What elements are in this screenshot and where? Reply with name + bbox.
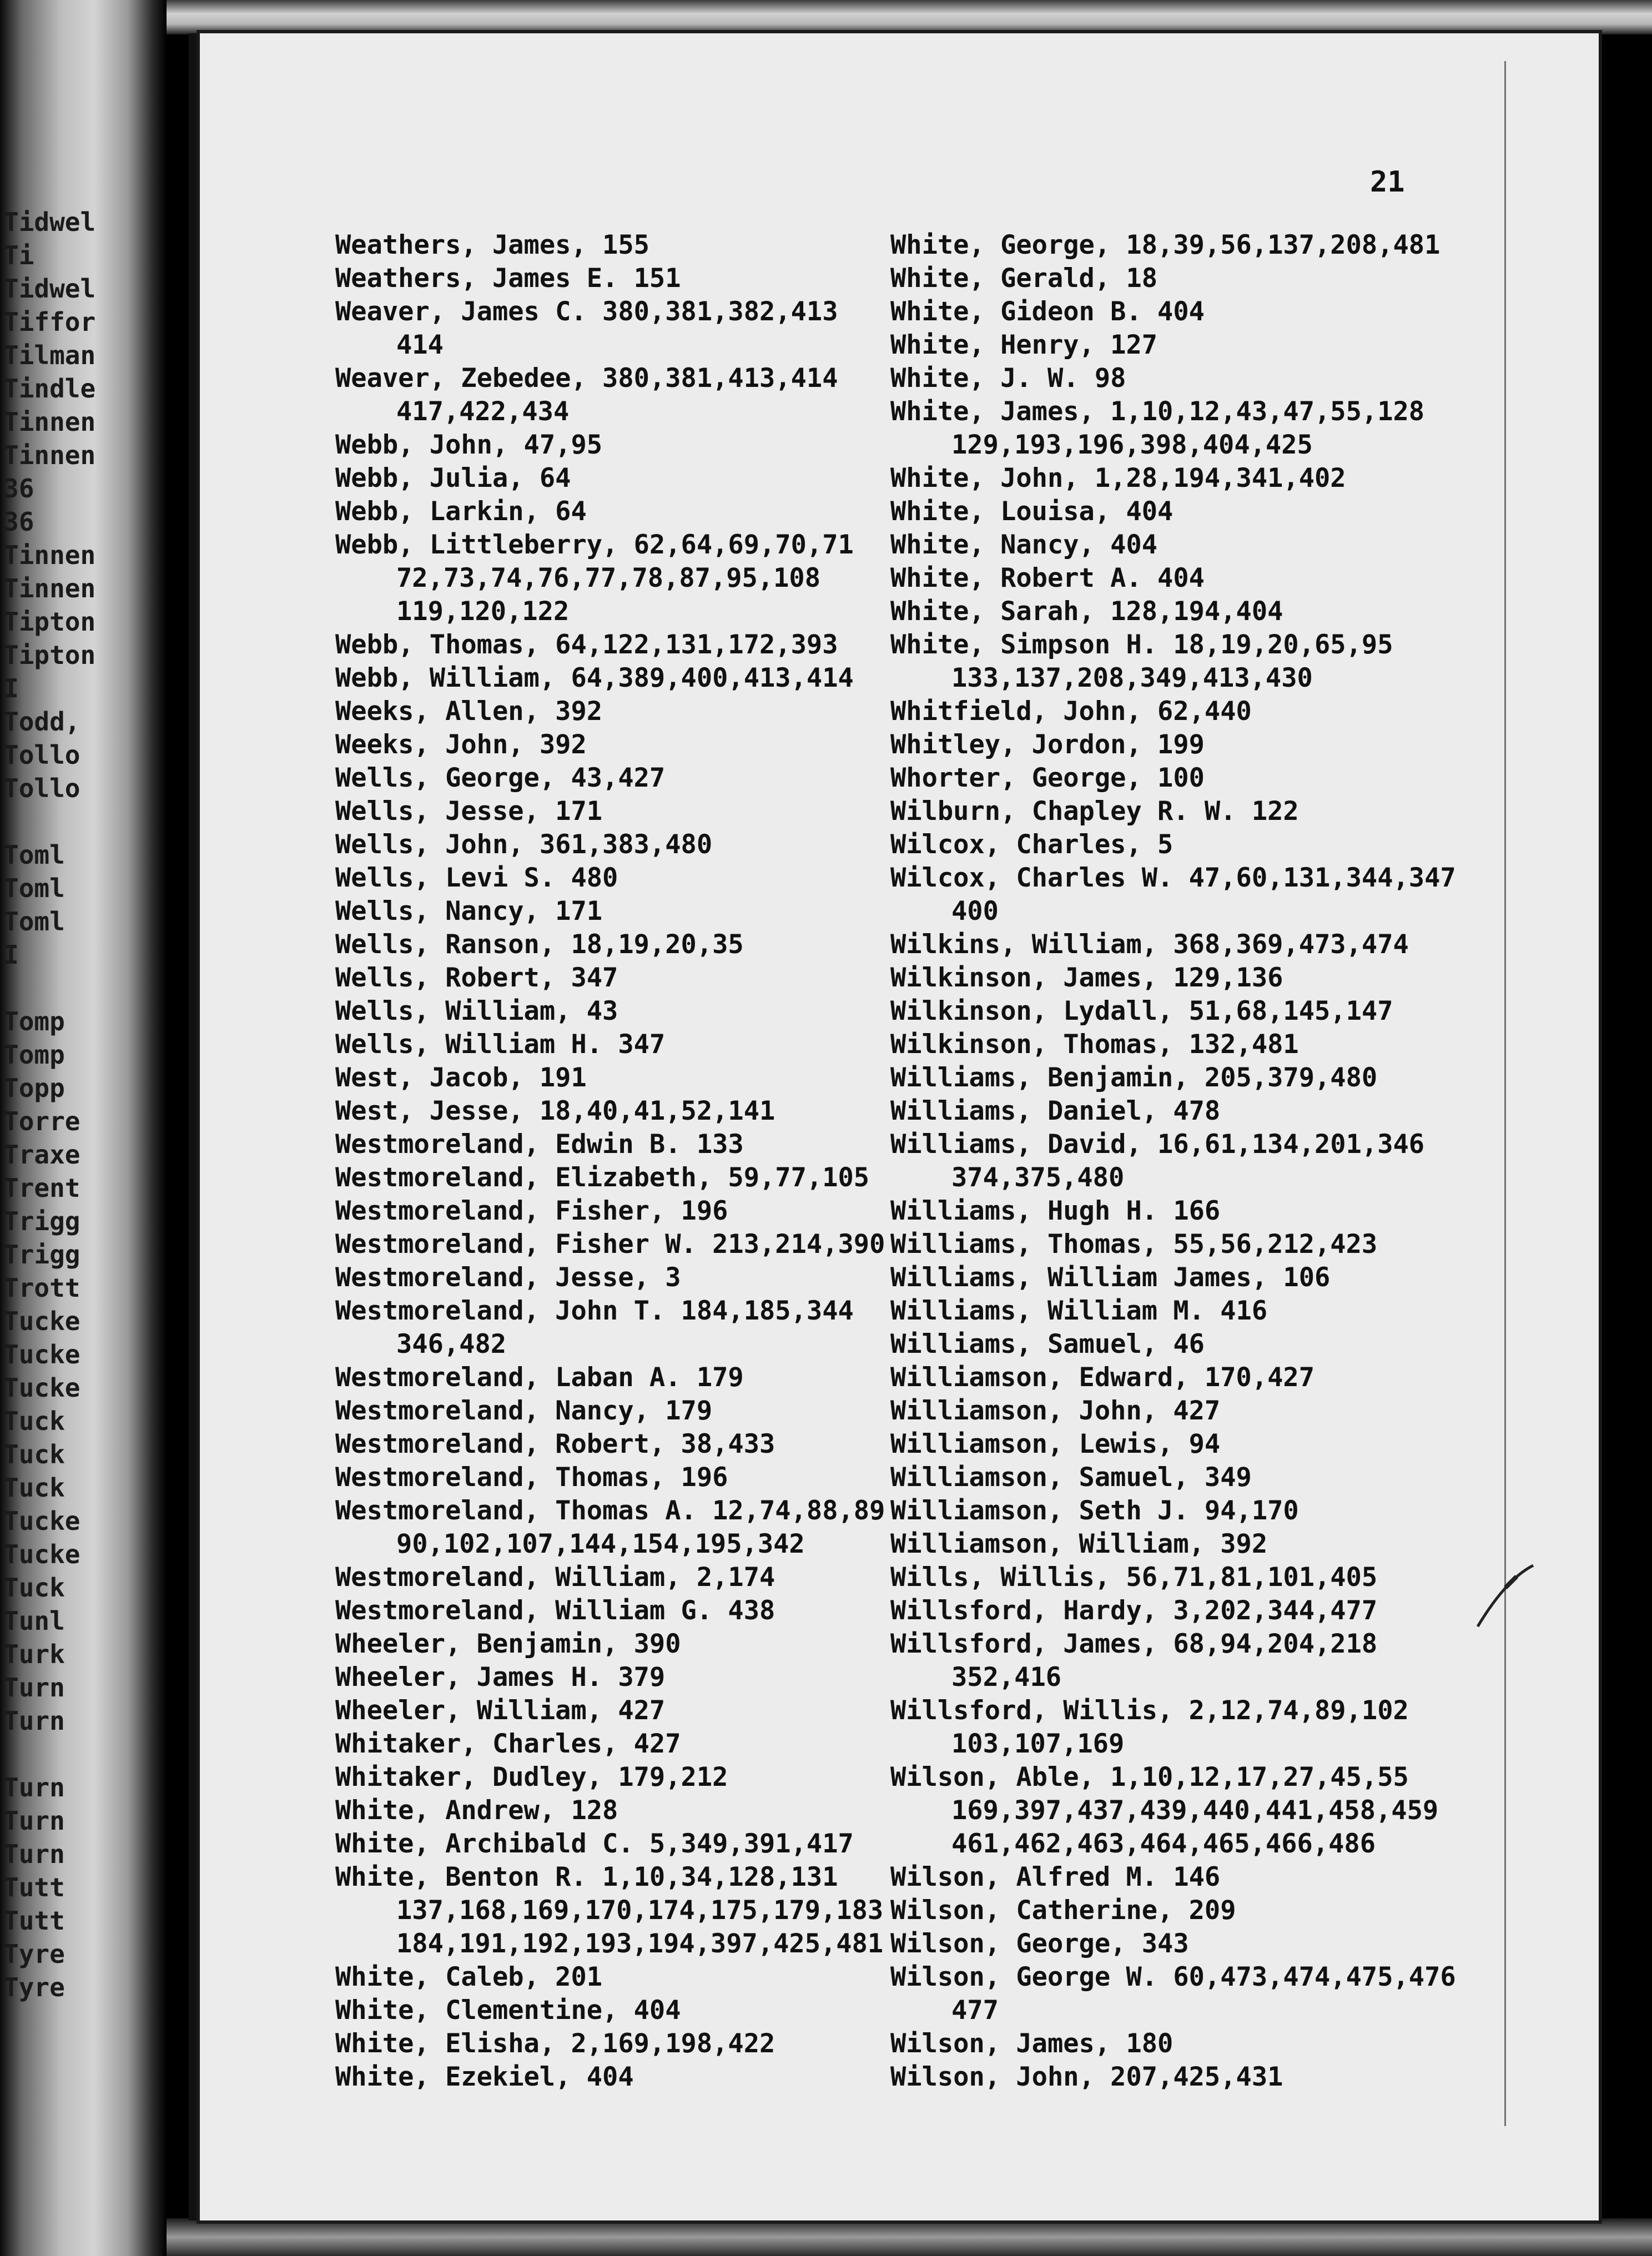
index-entry: Williams, William M. 416 <box>890 1296 1268 1326</box>
index-entry: White, J. W. 98 <box>890 363 1126 394</box>
index-entry: Wilson, James, 180 <box>890 2028 1173 2059</box>
previous-page-fragments <box>3 205 95 2004</box>
index-entry-continuation: 417,422,434 <box>396 396 570 427</box>
gutter-fragment: Tuck <box>3 1573 65 1603</box>
index-entry: West, Jacob, 191 <box>335 1062 587 1093</box>
gutter-fragment: Tyre <box>3 1939 65 1969</box>
index-entry-continuation: 374,375,480 <box>951 1162 1125 1193</box>
gutter-fragment: Tutt <box>3 1872 65 1902</box>
gutter-fragment <box>3 1738 95 1771</box>
gutter-fragment: Turn <box>3 1673 65 1703</box>
gutter-fragment: Toml <box>3 907 65 936</box>
index-entry: White, Clementine, 404 <box>335 1995 681 2026</box>
index-entry: Wilkinson, Lydall, 51,68,145,147 <box>890 996 1393 1026</box>
index-entry: Williamson, John, 427 <box>890 1396 1221 1426</box>
index-entry: Williamson, Samuel, 349 <box>890 1462 1252 1493</box>
index-entry-continuation: 137,168,169,170,174,175,179,183 <box>396 1895 884 1926</box>
index-entry: Whorter, George, 100 <box>890 763 1205 793</box>
gutter-fragment: Tipton <box>3 607 96 637</box>
gutter-fragment: Trent <box>3 1173 80 1203</box>
index-entry: Wells, William, 43 <box>335 996 618 1026</box>
gutter-fragment: Turn <box>3 1772 65 1802</box>
gutter-fragment: Trott <box>3 1273 80 1303</box>
gutter-fragment: Toml <box>3 873 65 903</box>
index-entry: White, John, 1,28,194,341,402 <box>890 463 1346 494</box>
index-entry: White, Elisha, 2,169,198,422 <box>335 2028 775 2059</box>
index-entry: White, Gerald, 18 <box>890 263 1158 294</box>
index-entry: Webb, John, 47,95 <box>335 430 603 460</box>
index-entry: Weeks, John, 392 <box>335 729 587 760</box>
index-entry: Wells, Jesse, 171 <box>335 796 603 827</box>
index-entry: Williams, Thomas, 55,56,212,423 <box>890 1229 1378 1260</box>
gutter-fragment: I <box>3 673 19 703</box>
gutter-fragment: Tidwel <box>3 274 96 304</box>
gutter-fragment: Tucke <box>3 1306 80 1336</box>
index-entry: Williams, Hugh H. 166 <box>890 1196 1221 1226</box>
index-entry: Weathers, James, 155 <box>335 230 649 260</box>
gutter-fragment: Tomp <box>3 1040 65 1070</box>
index-entry: Wilson, George, 343 <box>890 1928 1189 1959</box>
index-entry: Williams, Benjamin, 205,379,480 <box>890 1062 1378 1093</box>
index-entry: Williams, Samuel, 46 <box>890 1329 1205 1359</box>
index-entry: Willsford, Hardy, 3,202,344,477 <box>890 1595 1378 1626</box>
index-entry: Weaver, James C. 380,381,382,413 <box>335 296 838 327</box>
index-entry: Webb, Julia, 64 <box>335 463 571 494</box>
index-entry-continuation: 400 <box>951 896 999 926</box>
page-spine <box>189 33 199 2220</box>
index-entry: Wilkinson, Thomas, 132,481 <box>890 1029 1299 1060</box>
index-entry: White, George, 18,39,56,137,208,481 <box>890 230 1441 260</box>
index-entry: Williams, Daniel, 478 <box>890 1096 1221 1126</box>
index-entry-continuation: 184,191,192,193,194,397,425,481 <box>396 1928 884 1959</box>
index-entry: Willsford, Willis, 2,12,74,89,102 <box>890 1695 1409 1726</box>
index-entry: Wilcox, Charles, 5 <box>890 829 1173 860</box>
index-entry: Whitley, Jordon, 199 <box>890 729 1205 760</box>
index-entry: White, James, 1,10,12,43,47,55,128 <box>890 396 1425 427</box>
gutter-fragment: Tinnen <box>3 407 96 437</box>
index-entry: Williamson, Lewis, 94 <box>890 1429 1221 1459</box>
index-entry: Wilson, Catherine, 209 <box>890 1895 1236 1926</box>
gutter-fragment: Tindle <box>3 374 96 404</box>
index-entry: White, Caleb, 201 <box>335 1962 603 1992</box>
index-entry: Wills, Willis, 56,71,81,101,405 <box>890 1562 1378 1593</box>
index-entry: Wells, George, 43,427 <box>335 763 666 793</box>
index-entry: Wheeler, Benjamin, 390 <box>335 1629 681 1659</box>
gutter-fragment: Torre <box>3 1106 80 1136</box>
index-entry: Wells, Ranson, 18,19,20,35 <box>335 929 744 960</box>
index-entry: Westmoreland, Edwin B. 133 <box>335 1129 744 1160</box>
index-entry: Westmoreland, Elizabeth, 59,77,105 <box>335 1162 870 1193</box>
index-entry: Westmoreland, William, 2,174 <box>335 1562 775 1593</box>
index-entry-continuation: 129,193,196,398,404,425 <box>951 430 1313 460</box>
index-column-left <box>335 229 885 2094</box>
index-entry: White, Gideon B. 404 <box>890 296 1205 327</box>
index-entry: Westmoreland, Fisher W. 213,214,390 <box>335 1229 885 1260</box>
gutter-fragment: Tollo <box>3 773 80 803</box>
gutter-fragment: Tiffor <box>3 307 96 337</box>
gutter-fragment: Tipton <box>3 640 96 670</box>
index-entry: Webb, Thomas, 64,122,131,172,393 <box>335 630 838 660</box>
index-entry: Webb, William, 64,389,400,413,414 <box>335 663 854 693</box>
gutter-fragment: Tucke <box>3 1506 80 1536</box>
gutter-fragment: Tidwel <box>3 207 96 237</box>
gutter-fragment: Tucke <box>3 1373 80 1403</box>
gutter-fragment: Tinnen <box>3 573 96 603</box>
index-entry: Westmoreland, Fisher, 196 <box>335 1196 728 1226</box>
index-entry: Willsford, James, 68,94,204,218 <box>890 1629 1378 1659</box>
index-entry: Wilson, Able, 1,10,12,17,27,45,55 <box>890 1762 1409 1792</box>
index-entry-continuation: 461,462,463,464,465,466,486 <box>951 1829 1376 1859</box>
gutter-fragment: Tuck <box>3 1439 65 1469</box>
page-number: 21 <box>1370 165 1405 199</box>
index-entry: Whitfield, John, 62,440 <box>890 696 1252 727</box>
gutter-fragment: Tucke <box>3 1340 80 1369</box>
index-entry: Williamson, Edward, 170,427 <box>890 1362 1315 1393</box>
gutter-fragment: Tinnen <box>3 440 96 470</box>
index-entry: Wilcox, Charles W. 47,60,131,344,347 <box>890 863 1456 893</box>
gutter-fragment: Turk <box>3 1639 65 1669</box>
index-entry: Wheeler, James H. 379 <box>335 1662 666 1693</box>
index-entry-continuation: 477 <box>951 1995 999 2026</box>
index-entry: White, Archibald C. 5,349,391,417 <box>335 1829 854 1859</box>
gutter-fragment: Tomp <box>3 1006 65 1036</box>
gutter-fragment: 36 <box>3 474 34 503</box>
index-entry: Weeks, Allen, 392 <box>335 696 603 727</box>
index-entry: Westmoreland, Nancy, 179 <box>335 1396 713 1426</box>
index-entry: Westmoreland, Jesse, 3 <box>335 1262 681 1293</box>
pencil-mark <box>1472 1554 1539 1632</box>
index-entry: Weathers, James E. 151 <box>335 263 681 294</box>
scan-bottom-edge <box>167 2218 1652 2256</box>
index-entry-continuation: 169,397,437,439,440,441,458,459 <box>951 1795 1439 1826</box>
index-entry: White, Henry, 127 <box>890 330 1158 360</box>
index-entry: Webb, Littleberry, 62,64,69,70,71 <box>335 530 854 560</box>
gutter-fragment: Tinnen <box>3 540 96 570</box>
index-entry-continuation: 103,107,169 <box>951 1729 1125 1759</box>
index-entry: Williamson, William, 392 <box>890 1529 1268 1559</box>
index-entry: White, Andrew, 128 <box>335 1795 618 1826</box>
gutter-fragment: Toml <box>3 840 65 870</box>
index-entry: Wilkinson, James, 129,136 <box>890 963 1283 993</box>
index-entry: White, Louisa, 404 <box>890 496 1173 527</box>
index-entry: Whitaker, Dudley, 179,212 <box>335 1762 728 1792</box>
index-entry-continuation: 352,416 <box>951 1662 1062 1693</box>
index-entry: Weaver, Zebedee, 380,381,413,414 <box>335 363 838 394</box>
index-entry: Webb, Larkin, 64 <box>335 496 587 527</box>
index-column-right <box>890 229 1456 2094</box>
index-entry: Wilson, John, 207,425,431 <box>890 2062 1283 2092</box>
page-crease <box>1504 61 1506 2126</box>
index-entry: Williams, David, 16,61,134,201,346 <box>890 1129 1425 1160</box>
index-entry: White, Simpson H. 18,19,20,65,95 <box>890 630 1393 660</box>
index-entry-continuation: 90,102,107,144,154,195,342 <box>396 1529 805 1559</box>
index-entry: Wilson, Alfred M. 146 <box>890 1862 1221 1892</box>
gutter-fragment: Turn <box>3 1706 65 1736</box>
gutter-fragment <box>3 971 95 1005</box>
gutter-fragment <box>3 805 95 838</box>
gutter-fragment: Tilman <box>3 340 96 370</box>
index-entry: Wells, Levi S. 480 <box>335 863 618 893</box>
gutter-fragment: Trigg <box>3 1206 80 1236</box>
index-entry: Westmoreland, Laban A. 179 <box>335 1362 744 1393</box>
index-entry: White, Sarah, 128,194,404 <box>890 596 1283 627</box>
index-entry-continuation: 414 <box>396 330 444 360</box>
gutter-fragment: Turn <box>3 1839 65 1869</box>
gutter-fragment: Tyre <box>3 1972 65 2002</box>
index-entry: Westmoreland, Thomas A. 12,74,88,89 <box>335 1495 885 1526</box>
gutter-fragment: Tucke <box>3 1539 80 1569</box>
gutter-fragment: Trigg <box>3 1240 80 1270</box>
gutter-fragment: Ti <box>3 240 34 270</box>
index-entry: Whitaker, Charles, 427 <box>335 1729 681 1759</box>
index-entry: Williams, William James, 106 <box>890 1262 1331 1293</box>
index-entry: Wells, Robert, 347 <box>335 963 618 993</box>
index-entry: Westmoreland, William G. 438 <box>335 1595 775 1626</box>
index-entry: White, Ezekiel, 404 <box>335 2062 634 2092</box>
gutter-fragment: Tuck <box>3 1406 65 1436</box>
gutter-fragment: Tuck <box>3 1473 65 1503</box>
gutter-fragment: Topp <box>3 1073 65 1103</box>
gutter-fragment: Traxe <box>3 1140 80 1170</box>
index-entry-continuation: 133,137,208,349,413,430 <box>951 663 1313 693</box>
scan-top-edge <box>167 0 1652 34</box>
index-entry: White, Nancy, 404 <box>890 530 1158 560</box>
index-entry: Wilkins, William, 368,369,473,474 <box>890 929 1409 960</box>
index-entry: Westmoreland, Robert, 38,433 <box>335 1429 775 1459</box>
gutter-fragment: Tunl <box>3 1606 65 1636</box>
gutter-fragment: Tollo <box>3 740 80 770</box>
index-entry-continuation: 119,120,122 <box>396 596 570 627</box>
index-entry: Westmoreland, Thomas, 196 <box>335 1462 728 1493</box>
index-entry-continuation: 346,482 <box>396 1329 507 1359</box>
index-entry: Wilburn, Chapley R. W. 122 <box>890 796 1299 827</box>
index-entry: Westmoreland, John T. 184,185,344 <box>335 1296 854 1326</box>
gutter-fragment: Turn <box>3 1806 65 1836</box>
gutter-fragment: I <box>3 940 19 970</box>
index-entry: White, Robert A. 404 <box>890 563 1205 593</box>
gutter-fragment: 36 <box>3 507 34 537</box>
index-entry: Williamson, Seth J. 94,170 <box>890 1495 1299 1526</box>
index-entry: Wells, William H. 347 <box>335 1029 666 1060</box>
index-entry: Wells, John, 361,383,480 <box>335 829 713 860</box>
index-entry: Wilson, George W. 60,473,474,475,476 <box>890 1962 1456 1992</box>
index-entry-continuation: 72,73,74,76,77,78,87,95,108 <box>396 563 821 593</box>
index-entry: Wells, Nancy, 171 <box>335 896 603 926</box>
index-entry: White, Benton R. 1,10,34,128,131 <box>335 1862 838 1892</box>
gutter-fragment: Tutt <box>3 1906 65 1936</box>
gutter-fragment: Todd, <box>3 707 80 737</box>
index-entry: West, Jesse, 18,40,41,52,141 <box>335 1096 775 1126</box>
index-entry: Wheeler, William, 427 <box>335 1695 666 1726</box>
